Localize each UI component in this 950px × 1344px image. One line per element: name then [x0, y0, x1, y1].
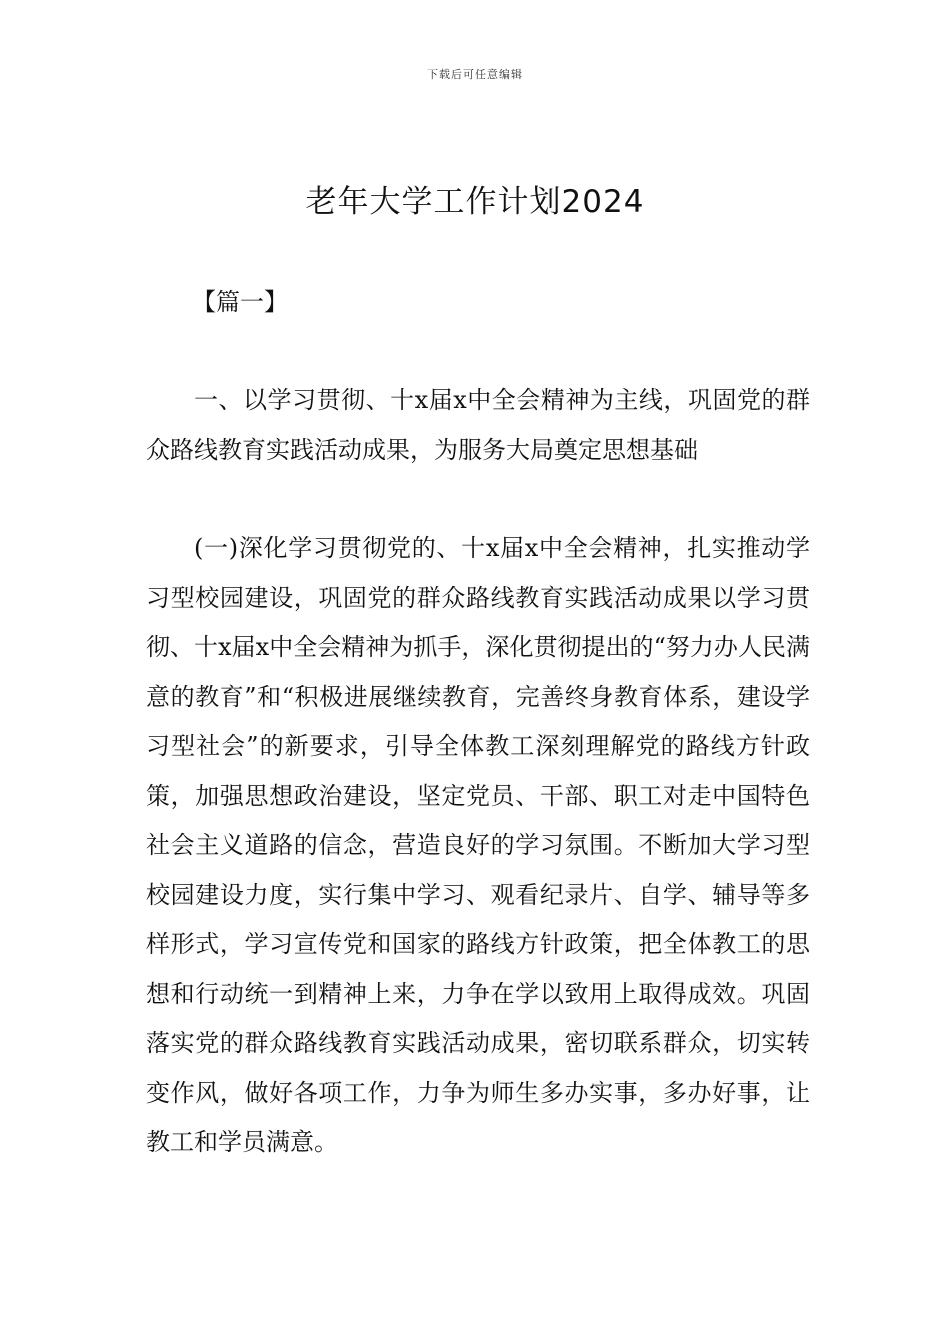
- paragraph-2: (一)深化学习贯彻党的、十x届x中全会精神，扎实推动学习型校园建设，巩固党的群众路线教育实践活动成果以学习贯彻、十x届x中全会精神为抓手，深化贯彻提出的“努力办人民满意的教育”和“积极进展继续教育，完善终身教育体系，建设学习型社会”的新要求，引导全体教工深刻理解党的路线方针政策，加强思想政治建设，坚定党员、干部、职工对走中国特色社会主义道路的信念，营造良好的学习氛围。不断加大学习型校园建设力度，实行集中学习、观看纪录片、自学、辅导等多样形式，学习宣传党和国家的路线方针政策，把全体教工的思想和行动统一到精神上来，力争在学以致用上取得成效。巩固落实党的群众路线教育实践活动成果，密切联系群众，切实转变作风，做好各项工作，力争为师生多办实事，多办好事，让教工和学员满意。: [146, 534, 810, 1156]
- document-title: 老年大学工作计划2024: [305, 184, 645, 220]
- section-label: 【篇一】: [192, 288, 288, 316]
- paragraph-1: 一、以学习贯彻、十x届x中全会精神为主线，巩固党的群众路线教育实践活动成果，为服务大局奠定思想基础: [146, 386, 810, 464]
- header-note: 下载后可任意编辑: [427, 68, 523, 81]
